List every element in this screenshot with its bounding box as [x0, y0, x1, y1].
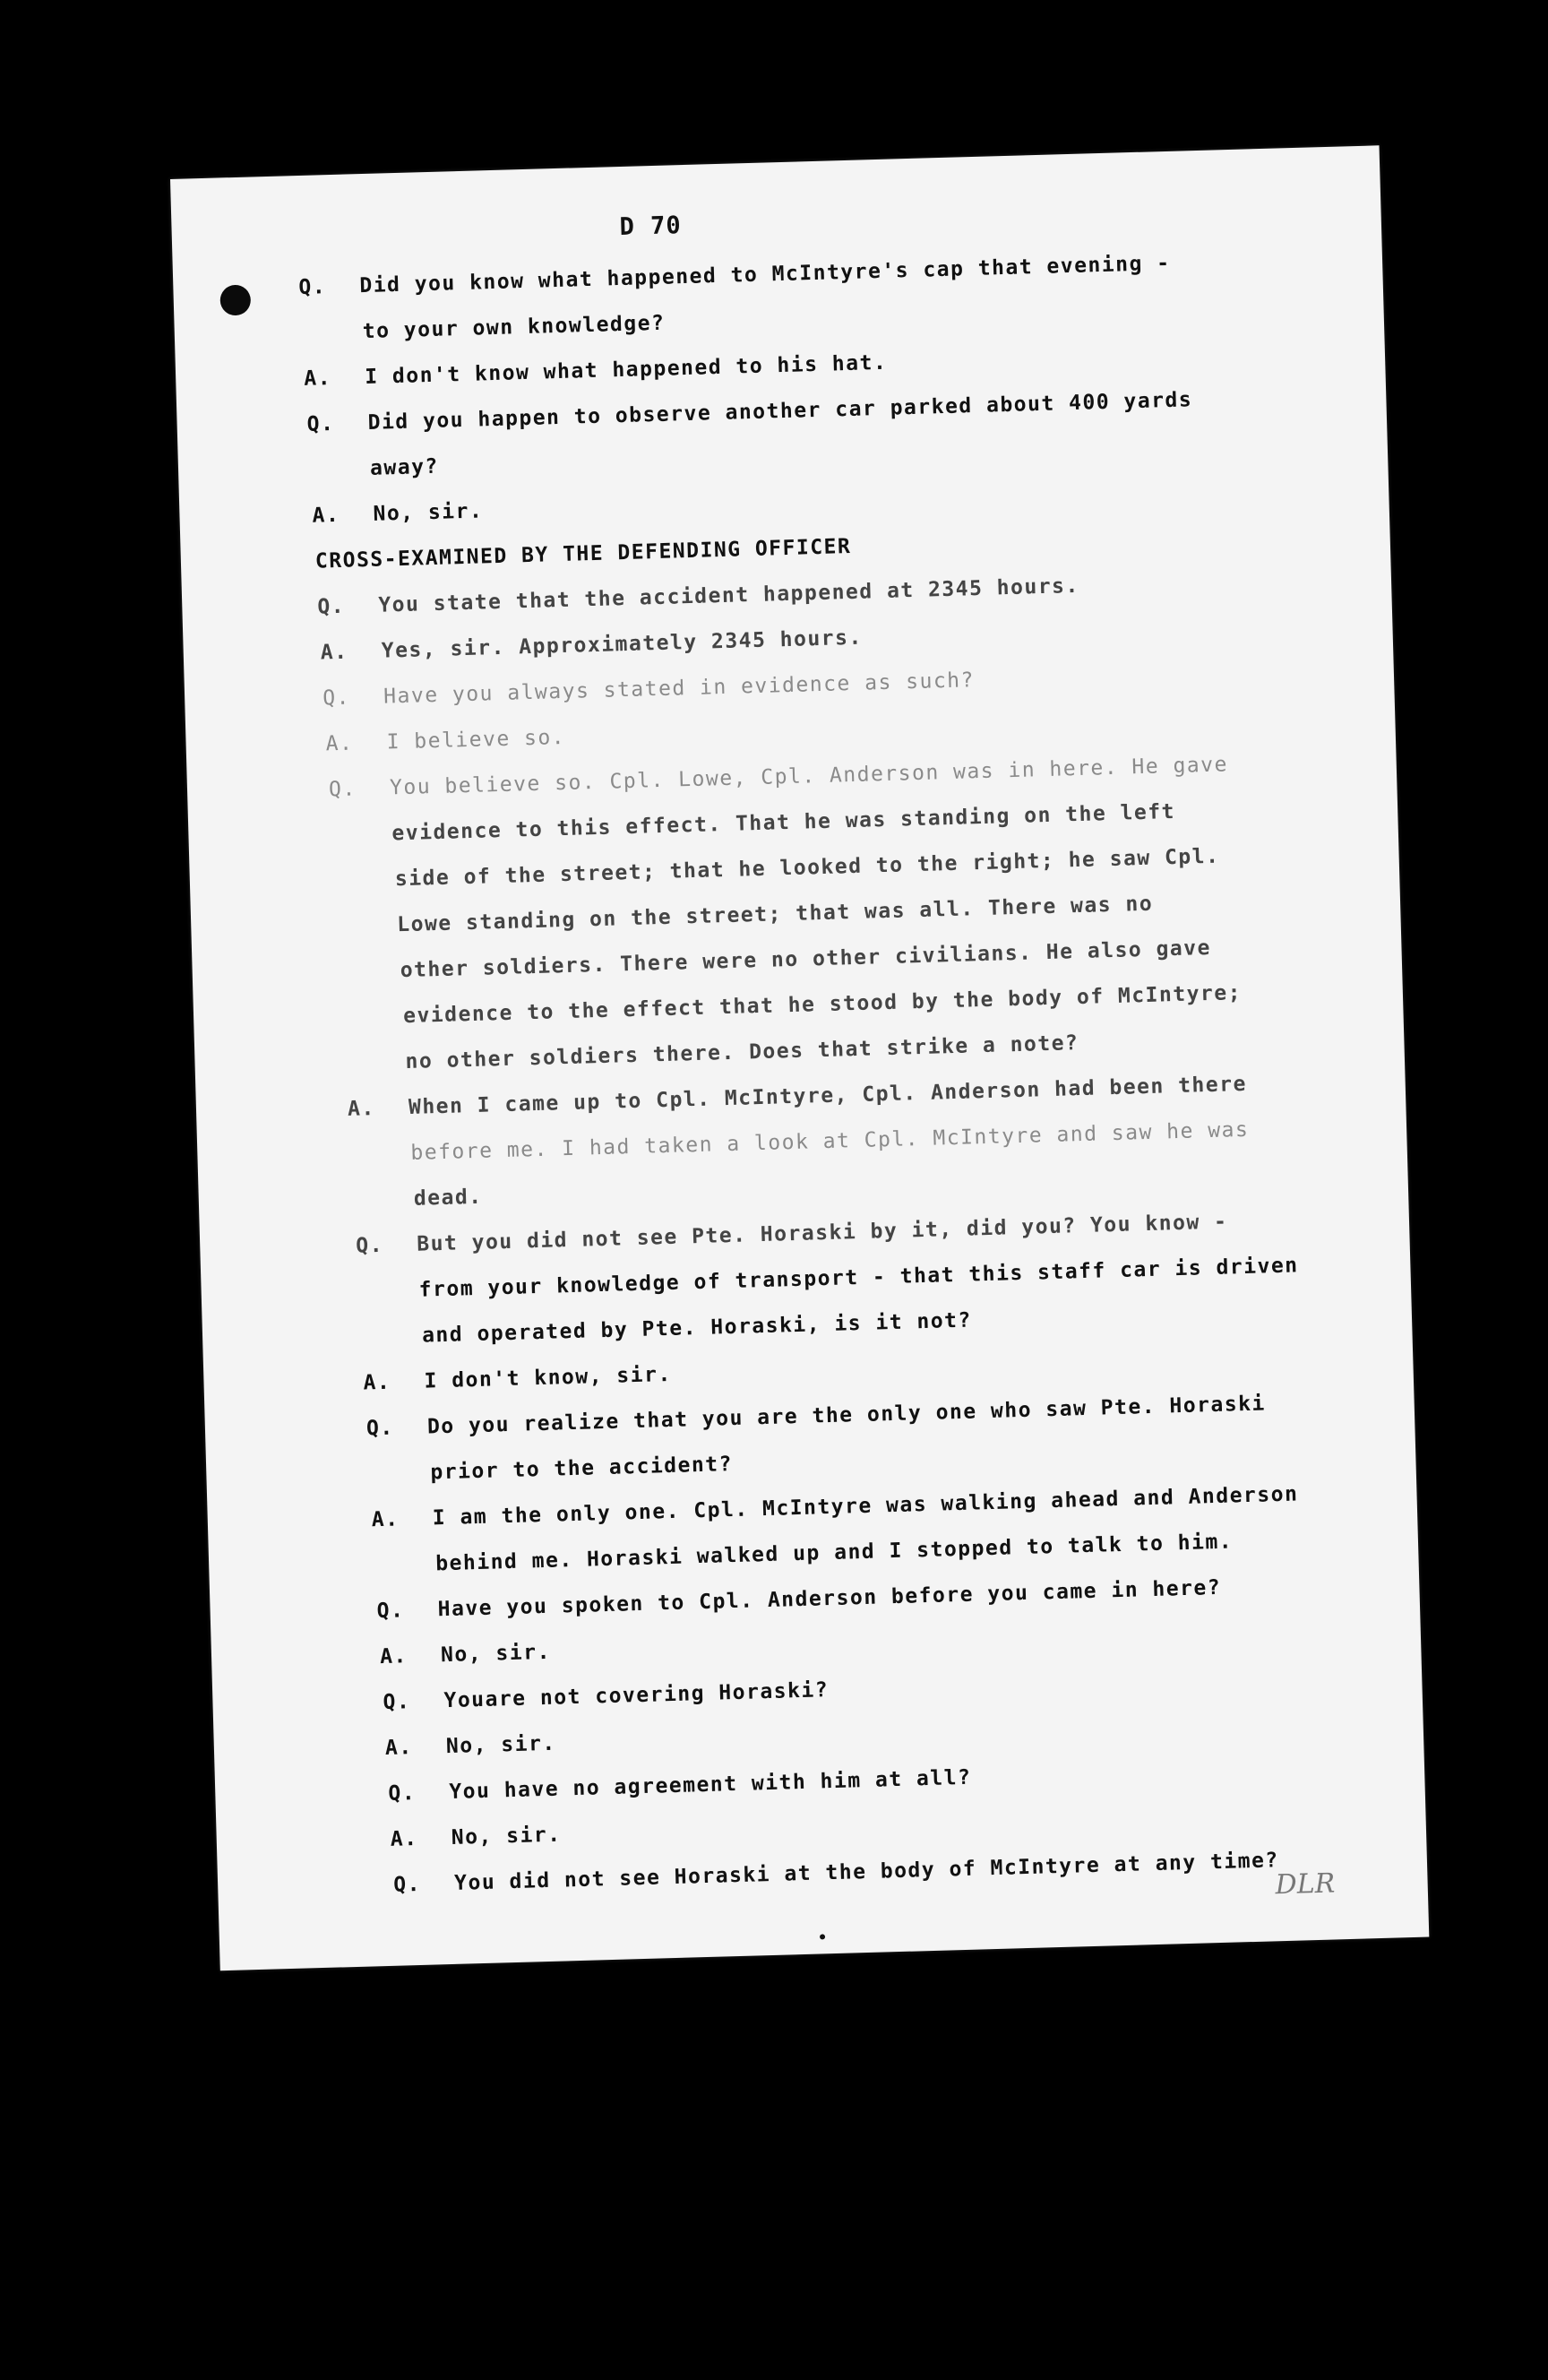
- line-text: No, sir.: [373, 499, 484, 526]
- speaker-tag: Q.: [306, 411, 335, 436]
- speaker-tag: Q.: [383, 1690, 411, 1715]
- answer-line: [390, 1824, 561, 1851]
- handwritten-initials: DLR: [1275, 1867, 1336, 1901]
- line-text: Lowe standing on the street; that was all. There was no: [396, 892, 1154, 937]
- document-page: [170, 145, 1429, 1970]
- transcript-line: [430, 1453, 733, 1484]
- question-line: [317, 574, 1079, 619]
- line-text: before me. I had taken a look at Cpl. McIntyre and saw he was: [410, 1117, 1250, 1165]
- speaker-tag: A.: [303, 366, 332, 391]
- line-text: No, sir.: [440, 1640, 552, 1668]
- transcript-line: [414, 1186, 483, 1211]
- line-text: and operated by Pte. Horaski, is it not?: [421, 1308, 973, 1348]
- speaker-tag: A.: [363, 1370, 391, 1395]
- page-number: D 70: [619, 211, 683, 242]
- question-line: [356, 1210, 1228, 1257]
- transcript-line: [315, 535, 852, 573]
- speaker-tag: Q.: [388, 1781, 417, 1806]
- line-text: Did you happen to observe another car parked about 400 yards: [367, 388, 1193, 435]
- line-text: away?: [369, 454, 440, 480]
- line-text: Have you always stated in evidence as such?: [383, 668, 976, 709]
- speaker-tag: Q.: [392, 1872, 422, 1897]
- transcript-line: [435, 1530, 1234, 1575]
- line-text: No, sir.: [451, 1823, 562, 1850]
- transcript-line: [391, 800, 1175, 845]
- line-text: Did you know what happened to McIntyre's cap that evening -: [359, 251, 1171, 298]
- speaker-tag: A.: [379, 1644, 408, 1669]
- transcript-line: [400, 936, 1211, 982]
- line-text: no other soldiers there. Does that strike a note?: [405, 1031, 1079, 1074]
- line-text: dead.: [413, 1185, 483, 1211]
- transcript-line: [403, 981, 1243, 1028]
- line-text: evidence to the effect that he stood by the body of McIntyre;: [402, 980, 1243, 1029]
- answer-line: [380, 1641, 551, 1669]
- transcript-line: [370, 455, 439, 480]
- line-text: I don't know, sir.: [424, 1362, 673, 1393]
- question-line: [383, 1678, 829, 1714]
- transcript-line: [395, 845, 1220, 892]
- question-line: [393, 1849, 1279, 1897]
- speaker-tag: Q.: [328, 777, 357, 802]
- answer-line: [304, 351, 888, 391]
- line-text: Youare not covering Horaski?: [443, 1678, 830, 1713]
- question-line: [322, 668, 975, 710]
- transcript-line: [410, 1118, 1250, 1165]
- speaker-tag: Q.: [355, 1233, 384, 1258]
- transcript-line: [422, 1309, 972, 1348]
- line-text: You state that the accident happened at 2345 hours.: [378, 573, 1080, 617]
- line-text: evidence to this effect. That he was standing on the left: [391, 799, 1176, 846]
- question-line: [306, 388, 1192, 436]
- question-line: [376, 1576, 1221, 1623]
- question-line: [329, 753, 1229, 801]
- line-text: You did not see Horaski at the body of McIntyre at any time?: [453, 1849, 1280, 1895]
- transcript-line: [405, 1031, 1079, 1074]
- line-text: from your knowledge of transport - that this staff car is driven: [418, 1254, 1299, 1302]
- speaker-tag: A.: [320, 640, 348, 665]
- line-text: Have you spoken to Cpl. Anderson before you came in here?: [437, 1575, 1222, 1622]
- question-line: [366, 1392, 1267, 1440]
- line-text: I am the only one. Cpl. McIntyre was walking ahead and Anderson: [432, 1482, 1299, 1531]
- speaker-tag: Q.: [298, 275, 327, 300]
- speaker-tag: Q.: [366, 1416, 395, 1441]
- speaker-tag: Q.: [322, 686, 351, 711]
- line-text: I believe so.: [386, 725, 566, 755]
- speaker-tag: A.: [384, 1736, 414, 1760]
- line-text: You have no agreement with him at all?: [449, 1765, 972, 1805]
- answer-line: [385, 1732, 556, 1760]
- speaker-tag: A.: [312, 503, 340, 528]
- line-text: side of the street; that he looked to the right; he saw Cpl.: [394, 844, 1220, 892]
- speaker-tag: Q.: [317, 594, 346, 619]
- speaker-tag: Q.: [376, 1599, 405, 1624]
- question-line: [388, 1766, 972, 1806]
- line-text: But you did not see Pte. Horaski by it, did you? You know -: [416, 1210, 1228, 1256]
- line-text: You believe so. Cpl. Lowe, Cpl. Anderson was in here. He gave: [389, 753, 1229, 800]
- line-text: behind me. Horaski walked up and I stopped to talk to him.: [434, 1530, 1234, 1576]
- line-text: No, sir.: [445, 1731, 557, 1759]
- question-line: [298, 252, 1171, 299]
- line-text: prior to the accident?: [430, 1453, 734, 1485]
- answer-line: [363, 1363, 672, 1395]
- line-text: other soldiers. There were no other civilians. He also gave: [400, 936, 1212, 983]
- line-text: Yes, sir. Approximately 2345 hours.: [381, 625, 864, 663]
- speaker-tag: A.: [325, 731, 354, 756]
- line-text: When I came up to Cpl. McIntyre, Cpl. Anderson had been there: [408, 1072, 1248, 1119]
- answer-line: [348, 1073, 1248, 1121]
- speaker-tag: A.: [371, 1507, 400, 1532]
- transcript-line: [362, 312, 665, 343]
- answer-line: [320, 626, 863, 665]
- line-text: Do you realize that you are the only one who saw Pte. Horaski: [426, 1392, 1267, 1439]
- line-text: to your own knowledge?: [362, 311, 666, 344]
- transcript-line: [397, 892, 1154, 937]
- answer-line: [325, 726, 565, 755]
- line-text: CROSS-EXAMINED BY THE DEFENDING OFFICER: [314, 534, 852, 573]
- transcript-line: [418, 1254, 1299, 1301]
- speaker-tag: A.: [390, 1827, 418, 1851]
- speaker-tag: A.: [347, 1097, 376, 1121]
- answer-line: [312, 499, 483, 527]
- answer-line: [372, 1482, 1299, 1531]
- transcript-body: [170, 145, 1429, 1970]
- line-text: I don't know what happened to his hat.: [364, 350, 888, 390]
